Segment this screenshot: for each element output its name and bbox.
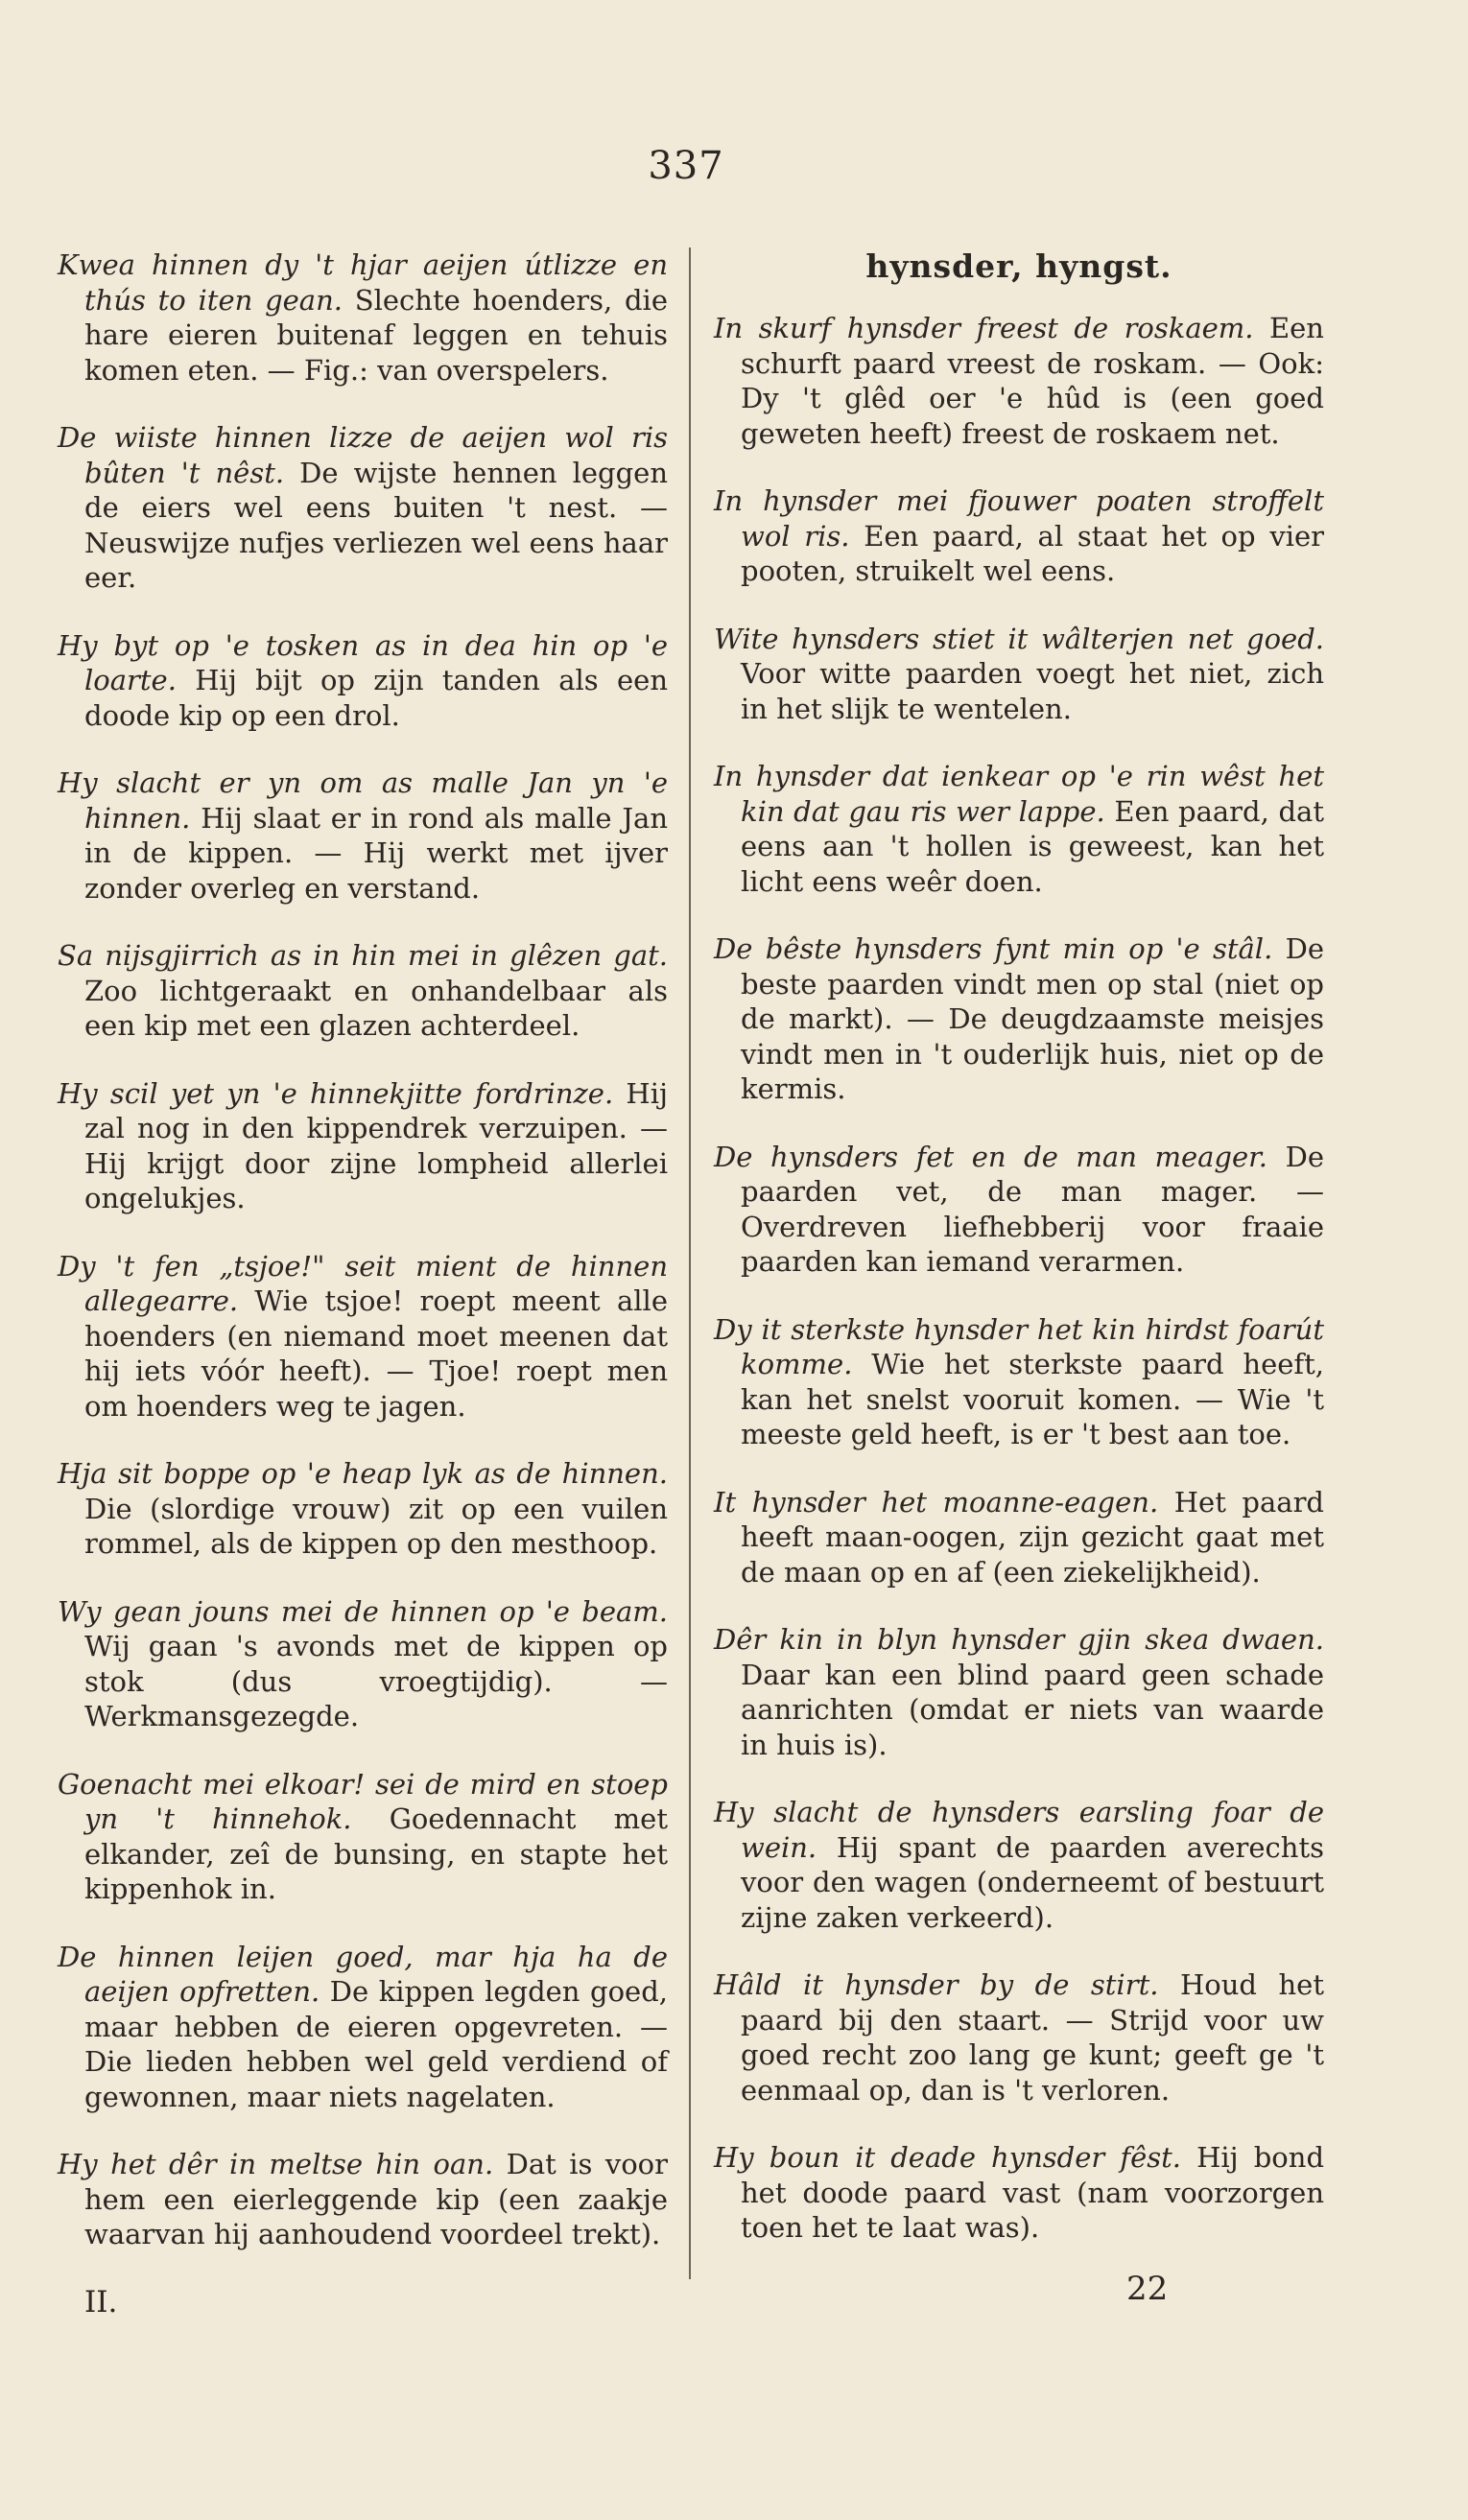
- proverb-entry: [58, 1940, 668, 2115]
- sheet-number: 22: [1126, 2270, 1169, 2308]
- proverb-entry: [714, 1967, 1324, 2108]
- proverb-entry: [58, 765, 668, 906]
- proverb-translation: Wie tsjoe! roept meent alle hoenders (en niemand moet meenen dat hij iets vóór heeft). — Tjoe! roept men om hoenders weg te jagen.: [84, 1284, 668, 1423]
- proverb-phrase: Wy gean jouns mei de hinnen op 'e beam.: [58, 1594, 668, 1628]
- proverb-phrase: Hâld it hynsder by de stirt.: [714, 1968, 1159, 2001]
- proverb-phrase: In hynsder mei fjouwer poaten stroffelt wol ris.: [714, 484, 1324, 553]
- proverb-translation: Die (slordige vrouw) zit op een vuilen rommel, als de kippen op den mesthoop.: [84, 1492, 668, 1560]
- proverb-translation: Hij bond het doode paard vast (nam voorzorgen toen het te laat was).: [741, 2141, 1325, 2244]
- proverb-entry: [58, 1076, 668, 1216]
- proverb-entry: [58, 938, 668, 1044]
- proverb-translation: De kippen legden goed, maar hebben de eieren opgevreten. — Die lieden hebben wel geld verdiend of gewonnen, maar niets nagelaten.: [84, 1975, 668, 2113]
- proverb-phrase: In skurf hynsder freest de roskaem.: [714, 312, 1254, 344]
- proverb-translation: Zoo lichtgeraakt en onhandelbaar als een kip met een glazen achterdeel.: [84, 974, 668, 1042]
- section-heading: hynsder, hyngst.: [865, 247, 1172, 285]
- proverb-entry: [58, 2147, 668, 2252]
- proverb-entry: [714, 759, 1324, 899]
- signature-mark: II.: [84, 2285, 118, 2320]
- proverb-translation: De beste paarden vindt men op stal (niet op de markt). — De deugdzaamste meisjes vindt men in 't ouderlijk huis, niet op de kermis.: [741, 932, 1324, 1105]
- proverb-phrase: Dy it sterkste hynsder het kin hirdst foarút komme.: [714, 1312, 1324, 1380]
- proverb-entry: [58, 247, 668, 388]
- proverb-translation: Wie het sterkste paard heeft, kan het snelst vooruit komen. — Wie 't meeste geld heeft, is er 't best aan toe.: [741, 1348, 1324, 1450]
- proverb-entry: [714, 1795, 1324, 1935]
- proverb-entry: [714, 2140, 1324, 2246]
- proverb-translation: Een schurft paard vreest de roskam. — Ook: Dy 't glêd oer 'e hûd is (een goed geweten heeft) freest de roskaem net.: [741, 312, 1324, 450]
- proverb-entry: [714, 622, 1324, 727]
- right-column: [714, 247, 1324, 2278]
- proverb-phrase: Hy scil yet yn 'e hinnekjitte fordrinze.: [58, 1076, 614, 1110]
- proverb-phrase: Hy slacht de hynsders earsling foar de wein.: [714, 1796, 1324, 1864]
- proverb-entry: [58, 628, 668, 734]
- proverb-phrase: Wite hynsders stiet it wâlterjen net goed.: [714, 622, 1324, 655]
- proverb-translation: Daar kan een blind paard geen schade aanrichten (omdat er niets van waarde in huis is).: [741, 1658, 1324, 1761]
- column-divider: [689, 247, 691, 2279]
- proverb-entry: [714, 1140, 1324, 1280]
- page-number: 337: [648, 144, 724, 188]
- proverb-translation: Hij zal nog in den kippendrek verzuipen. — Hij krijgt door zijne lompheid allerlei ongelukjes.: [84, 1076, 668, 1214]
- proverb-entry: [714, 1312, 1324, 1452]
- proverb-phrase: De hinnen leijen goed, mar hja ha de aeijen opfretten.: [58, 1940, 668, 2008]
- proverb-translation: Wij gaan 's avonds met de kippen op stok (dus vroegtijdig). — Werkmansgezegde.: [84, 1630, 668, 1732]
- proverb-entry: [714, 1485, 1324, 1590]
- proverb-translation: Voor witte paarden voegt het niet, zich in het slijk te wentelen.: [741, 657, 1324, 725]
- proverb-entry: [714, 483, 1324, 589]
- proverb-entry: [58, 1456, 668, 1562]
- proverb-phrase: Dy 't fen „tsjoe!" seit mient de hinnen allegearre.: [58, 1249, 668, 1317]
- proverb-entry: [58, 1594, 668, 1734]
- proverb-entry: [714, 311, 1324, 451]
- proverb-phrase: De bêste hynsders fynt min op 'e stâl.: [714, 932, 1273, 965]
- proverb-phrase: De hynsders fet en de man meager.: [714, 1140, 1268, 1173]
- proverb-entry: [58, 1767, 668, 1907]
- proverb-phrase: Hja sit boppe op 'e heap lyk as de hinnen.: [58, 1457, 668, 1490]
- proverb-phrase: Dêr kin in blyn hynsder gjin skea dwaen.: [714, 1623, 1324, 1656]
- proverb-phrase: Hy het dêr in meltse hin oan.: [58, 2148, 494, 2180]
- proverb-phrase: Hy slacht er yn om as malle Jan yn 'e hinnen.: [58, 766, 668, 835]
- proverb-phrase: Goenacht mei elkoar! sei de mird en stoep yn 't hinnehok.: [58, 1767, 668, 1835]
- proverb-translation: Slechte hoenders, die hare eieren buitenaf leggen en tehuis komen eten. — Fig.: van overspelers.: [84, 283, 668, 387]
- proverb-translation: Houd het paard bij den staart. — Strijd voor uw goed recht zoo lang ge kunt; geeft ge 't eenmaal op, dan is 't verloren.: [741, 1968, 1325, 2107]
- proverb-phrase: In hynsder dat ienkear op 'e rin wêst het kin dat gau ris wer lappe.: [714, 760, 1324, 828]
- proverb-translation: Een paard, dat eens aan 't hollen is geweest, kan het licht eens weêr doen.: [741, 794, 1324, 898]
- proverb-translation: Hij slaat er in rond als malle Jan in de kippen. — Hij werkt met ijver zonder overleg en verstand.: [84, 801, 668, 905]
- proverb-translation: Goedennacht met elkander, zeî de bunsing, en stapte het kippenhok in.: [84, 1802, 668, 1905]
- proverb-translation: De paarden vet, de man mager. — Overdreven liefhebberij voor fraaie paarden kan iemand verarmen.: [741, 1140, 1324, 1278]
- proverb-translation: Een paard, al staat het op vier pooten, struikelt wel eens.: [741, 519, 1324, 587]
- right-entries: [714, 311, 1324, 2246]
- proverb-phrase: Sa nijsgjirrich as in hin mei in glêzen gat.: [58, 939, 668, 972]
- proverb-phrase: De wiiste hinnen lizze de aeijen wol ris bûten 't nêst.: [58, 421, 668, 489]
- proverb-entry: [58, 420, 668, 596]
- proverb-phrase: Hy byt op 'e tosken as in dea hin op 'e loarte.: [58, 628, 668, 696]
- proverb-entry: [58, 1249, 668, 1425]
- proverb-entry: [714, 931, 1324, 1107]
- proverb-translation: Het paard heeft maan-oogen, zijn gezicht gaat met de maan op en af (een ziekelijkheid).: [741, 1485, 1324, 1589]
- proverb-translation: Dat is voor hem een eierleggende kip (een zaakje waarvan hij aanhoudend voordeel trekt).: [84, 2148, 668, 2250]
- proverb-phrase: Hy boun it deade hynsder fêst.: [714, 2141, 1182, 2174]
- proverb-phrase: It hynsder het moanne-eagen.: [714, 1485, 1159, 1519]
- proverb-phrase: Kwea hinnen dy 't hjar aeijen útlizze en thús to iten gean.: [58, 248, 668, 317]
- proverb-translation: Hij spant de paarden averechts voor den wagen (onderneemt of bestuurt zijne zaken verkeerd).: [741, 1830, 1324, 1934]
- left-column: [58, 247, 668, 2285]
- proverb-entry: [714, 1622, 1324, 1762]
- proverb-translation: De wijste hennen leggen de eiers wel eens buiten 't nest. — Neuswijze nufjes verliezen wel eens haar eer.: [84, 456, 669, 594]
- proverb-translation: Hij bijt op zijn tanden als een doode kip op een drol.: [84, 664, 668, 732]
